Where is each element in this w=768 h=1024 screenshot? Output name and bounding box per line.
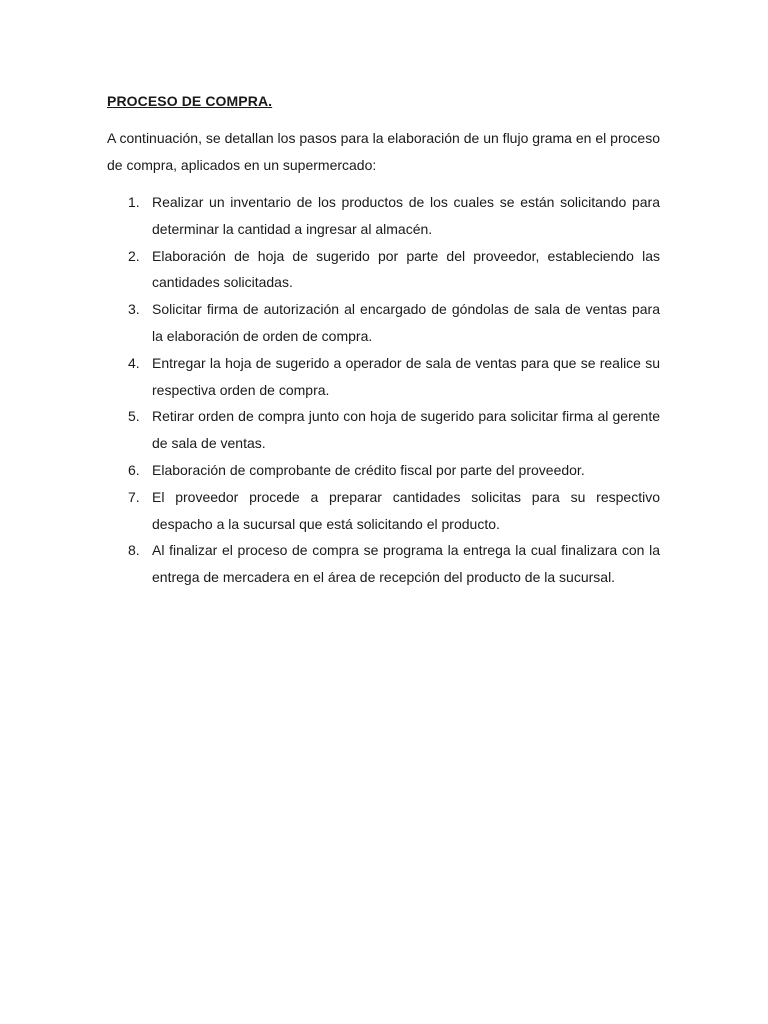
step-text: Entregar la hoja de sugerido a operador de sala de ventas para que se realice su respectiva orden de compra. (152, 354, 660, 398)
step-text: Retirar orden de compra junto con hoja de sugerido para solicitar firma al gerente de sala de ventas. (152, 408, 660, 452)
step-number: 5. (128, 408, 140, 425)
step-number: 7. (128, 488, 140, 505)
step-number: 6. (128, 461, 140, 478)
list-item (107, 537, 660, 591)
step-text: Realizar un inventario de los productos de los cuales se están solicitando para determinar la cantidad a ingresar al almacén. (152, 194, 660, 237)
document-title: PROCESO DE COMPRA. (107, 93, 273, 109)
steps-list (107, 189, 660, 591)
step-number: 4. (128, 354, 140, 371)
list-item (107, 457, 660, 484)
step-text: Elaboración de hoja de sugerido por parte del proveedor, estableciendo las cantidades solicitadas. (152, 247, 660, 291)
list-item (107, 243, 660, 297)
step-text: Solicitar firma de autorización al encargado de góndolas de sala de ventas para la elaboración de orden de compra. (152, 301, 660, 344)
step-number: 3. (128, 301, 140, 318)
step-text: Elaboración de comprobante de crédito fiscal por parte del proveedor. (152, 461, 585, 478)
step-text: El proveedor procede a preparar cantidades solicitas para su respectivo despacho a la sucursal que está solicitando el producto. (152, 488, 660, 532)
step-number: 1. (128, 194, 140, 210)
step-number: 8. (128, 542, 140, 559)
list-item (107, 484, 660, 538)
list-item (107, 189, 660, 243)
list-item (107, 350, 660, 404)
document-page (107, 90, 660, 591)
step-number: 2. (128, 247, 140, 264)
list-item (107, 296, 660, 350)
list-item (107, 403, 660, 457)
step-text: Al finalizar el proceso de compra se programa la entrega la cual finalizara con la entrega de mercadera en el área de recepción del producto de la sucursal. (152, 542, 660, 586)
intro-paragraph: A continuación, se detallan los pasos para la elaboración de un flujo grama en el proceso de compra, aplicados en un supermercado: (107, 130, 660, 173)
